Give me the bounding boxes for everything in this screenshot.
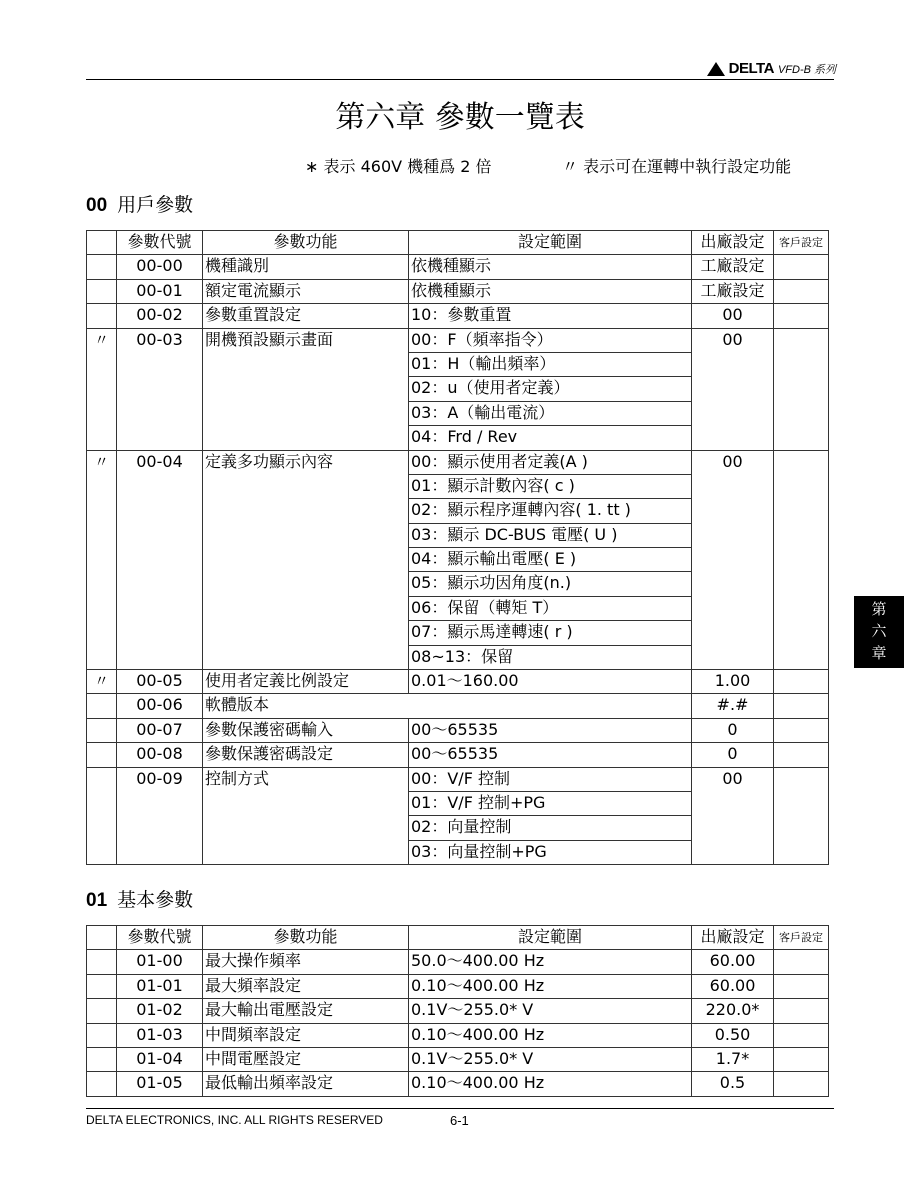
table-row [87, 670, 829, 694]
param-default: 00 [692, 328, 774, 450]
param-range: 01：顯示計數內容( c ) [409, 474, 692, 498]
header-mark-cell [87, 926, 117, 950]
param-code: 01-05 [117, 1072, 203, 1096]
run-mark-icon [87, 255, 117, 279]
run-mark-icon: 〃 [87, 670, 117, 694]
customer-setting [774, 718, 829, 742]
header-mark-cell [87, 231, 117, 255]
chapter-side-tab [854, 596, 904, 668]
table-row [87, 1023, 829, 1047]
param-table-00 [86, 230, 829, 865]
param-func: 最大頻率設定 [203, 974, 409, 998]
param-range: 02：向量控制 [409, 816, 692, 840]
param-code: 00-01 [117, 279, 203, 303]
table-row [87, 767, 829, 791]
param-code: 00-00 [117, 255, 203, 279]
param-func: 參數重置設定 [203, 304, 409, 328]
param-table-01 [86, 925, 829, 1097]
param-func: 使用者定義比例設定 [203, 670, 409, 694]
param-range: 00：顯示使用者定義(A ) [409, 450, 692, 474]
customer-setting [774, 974, 829, 998]
param-func: 參數保護密碼輸入 [203, 718, 409, 742]
param-func: 機種識別 [203, 255, 409, 279]
param-code: 00-02 [117, 304, 203, 328]
param-range: 依機種顯示 [409, 279, 692, 303]
section-number: 00 [86, 195, 108, 216]
run-mark-icon [87, 974, 117, 998]
run-mark-icon [87, 950, 117, 974]
customer-setting [774, 279, 829, 303]
header-range: 設定範圍 [409, 926, 692, 950]
run-mark-icon [87, 304, 117, 328]
param-range: 08~13：保留 [409, 645, 692, 669]
header-default: 出廠設定 [692, 926, 774, 950]
section-01-heading [86, 885, 193, 912]
param-code: 00-07 [117, 718, 203, 742]
header-range: 設定範圍 [409, 231, 692, 255]
table-row [87, 279, 829, 303]
param-func: 中間電壓設定 [203, 1047, 409, 1071]
param-range: 0.1V～255.0* V [409, 1047, 692, 1071]
param-range: 01：H（輸出頻率） [409, 352, 692, 376]
param-code: 00-03 [117, 328, 203, 450]
param-range: 0.10～400.00 Hz [409, 1023, 692, 1047]
param-default: 1.00 [692, 670, 774, 694]
param-range: 01：V/F 控制+PG [409, 791, 692, 815]
param-code: 01-02 [117, 999, 203, 1023]
param-func: 中間頻率設定 [203, 1023, 409, 1047]
param-default: 60.00 [692, 974, 774, 998]
param-default: 00 [692, 767, 774, 865]
table-row [87, 999, 829, 1023]
param-func: 最低輸出頻率設定 [203, 1072, 409, 1096]
param-default: 0.50 [692, 1023, 774, 1047]
param-range: 05：顯示功因角度(n.) [409, 572, 692, 596]
param-code: 01-04 [117, 1047, 203, 1071]
param-range: 04：Frd / Rev [409, 426, 692, 450]
table-row [87, 255, 829, 279]
page-title: 第六章 參數一覽表 [335, 100, 585, 135]
customer-setting [774, 670, 829, 694]
table-row [87, 328, 829, 352]
param-range: 00：F（頻率指令） [409, 328, 692, 352]
customer-setting [774, 767, 829, 865]
page-number: 6-1 [450, 1113, 469, 1128]
param-range: 02：顯示程序運轉內容( 1. tt ) [409, 499, 692, 523]
side-tab-char: 章 [871, 644, 887, 662]
param-range: 06：保留（轉矩 T） [409, 596, 692, 620]
customer-setting [774, 1047, 829, 1071]
param-range: 00～65535 [409, 743, 692, 767]
param-range: 0.1V～255.0* V [409, 999, 692, 1023]
header-code: 參數代號 [117, 926, 203, 950]
footer-company: DELTA ELECTRONICS, INC. ALL RIGHTS RESERVED [86, 1113, 383, 1127]
legend-run-note: 〃 表示可在運轉中執行設定功能 [562, 157, 792, 176]
param-default: 0 [692, 743, 774, 767]
table-row [87, 974, 829, 998]
table-row [87, 950, 829, 974]
header-func: 參數功能 [203, 231, 409, 255]
run-mark-icon [87, 1047, 117, 1071]
legend-star-note: ∗ 表示 460V 機種爲 2 倍 [305, 157, 492, 176]
run-mark-icon [87, 1023, 117, 1047]
param-func: 最大操作頻率 [203, 950, 409, 974]
param-func: 開機預設顯示畫面 [203, 328, 409, 450]
table-row [87, 718, 829, 742]
run-mark-icon [87, 743, 117, 767]
param-code: 01-00 [117, 950, 203, 974]
brand-logo [707, 60, 836, 77]
section-number: 01 [86, 890, 108, 911]
param-range: 03：向量控制+PG [409, 840, 692, 864]
param-default: 0 [692, 718, 774, 742]
customer-setting [774, 950, 829, 974]
header-code: 參數代號 [117, 231, 203, 255]
param-func: 軟體版本 [203, 694, 692, 718]
param-code: 00-05 [117, 670, 203, 694]
run-mark-icon [87, 1072, 117, 1096]
run-mark-icon: 〃 [87, 328, 117, 450]
param-default: #.# [692, 694, 774, 718]
table-row [87, 694, 829, 718]
param-code: 00-09 [117, 767, 203, 865]
run-mark-icon [87, 999, 117, 1023]
param-range: 00：V/F 控制 [409, 767, 692, 791]
param-default: 00 [692, 304, 774, 328]
table-row [87, 1072, 829, 1096]
model-series: VFD-B 系列 [777, 63, 836, 76]
param-range: 依機種顯示 [409, 255, 692, 279]
table-row [87, 743, 829, 767]
param-code: 01-01 [117, 974, 203, 998]
customer-setting [774, 255, 829, 279]
param-default: 00 [692, 450, 774, 670]
customer-setting [774, 694, 829, 718]
run-mark-icon [87, 694, 117, 718]
table-row [87, 1047, 829, 1071]
side-tab-char: 第 [871, 600, 887, 618]
param-func: 額定電流顯示 [203, 279, 409, 303]
table-row [87, 304, 829, 328]
table-header-row [87, 231, 829, 255]
table-row [87, 450, 829, 474]
param-default: 0.5 [692, 1072, 774, 1096]
run-mark-icon: 〃 [87, 450, 117, 670]
header-customer: 客戶設定 [774, 231, 829, 255]
param-range: 00～65535 [409, 718, 692, 742]
param-range: 03：顯示 DC-BUS 電壓( U ) [409, 523, 692, 547]
param-range: 0.01～160.00 [409, 670, 692, 694]
run-mark-icon [87, 279, 117, 303]
param-range: 0.10～400.00 Hz [409, 974, 692, 998]
param-func: 定義多功顯示內容 [203, 450, 409, 670]
customer-setting [774, 450, 829, 670]
customer-setting [774, 743, 829, 767]
param-range: 10：參數重置 [409, 304, 692, 328]
param-range: 50.0～400.00 Hz [409, 950, 692, 974]
param-func: 參數保護密碼設定 [203, 743, 409, 767]
customer-setting [774, 1023, 829, 1047]
brand-name: DELTA [728, 60, 774, 77]
param-range: 02：u（使用者定義） [409, 377, 692, 401]
table-header-row [87, 926, 829, 950]
param-range: 04：顯示輸出電壓( E ) [409, 548, 692, 572]
param-code: 01-03 [117, 1023, 203, 1047]
run-mark-icon [87, 767, 117, 865]
customer-setting [774, 304, 829, 328]
param-func: 最大輸出電壓設定 [203, 999, 409, 1023]
section-title: 基本參數 [117, 889, 194, 911]
header-customer: 客戶設定 [774, 926, 829, 950]
header-func: 參數功能 [203, 926, 409, 950]
footer-rule [86, 1108, 834, 1109]
run-mark-icon [87, 718, 117, 742]
section-00-heading [86, 190, 193, 217]
customer-setting [774, 328, 829, 450]
param-default: 1.7* [692, 1047, 774, 1071]
param-code: 00-08 [117, 743, 203, 767]
param-code: 00-06 [117, 694, 203, 718]
param-range: 07：顯示馬達轉速( r ) [409, 621, 692, 645]
param-default: 220.0* [692, 999, 774, 1023]
param-range: 03：A（輸出電流） [409, 401, 692, 425]
param-default: 工廠設定 [692, 255, 774, 279]
section-title: 用戶參數 [117, 194, 194, 216]
header-rule [86, 79, 834, 80]
param-default: 60.00 [692, 950, 774, 974]
delta-triangle-icon [707, 62, 725, 76]
customer-setting [774, 1072, 829, 1096]
param-range: 0.10～400.00 Hz [409, 1072, 692, 1096]
side-tab-char: 六 [871, 622, 887, 640]
param-func: 控制方式 [203, 767, 409, 865]
param-default: 工廠設定 [692, 279, 774, 303]
header-default: 出廠設定 [692, 231, 774, 255]
param-code: 00-04 [117, 450, 203, 670]
customer-setting [774, 999, 829, 1023]
